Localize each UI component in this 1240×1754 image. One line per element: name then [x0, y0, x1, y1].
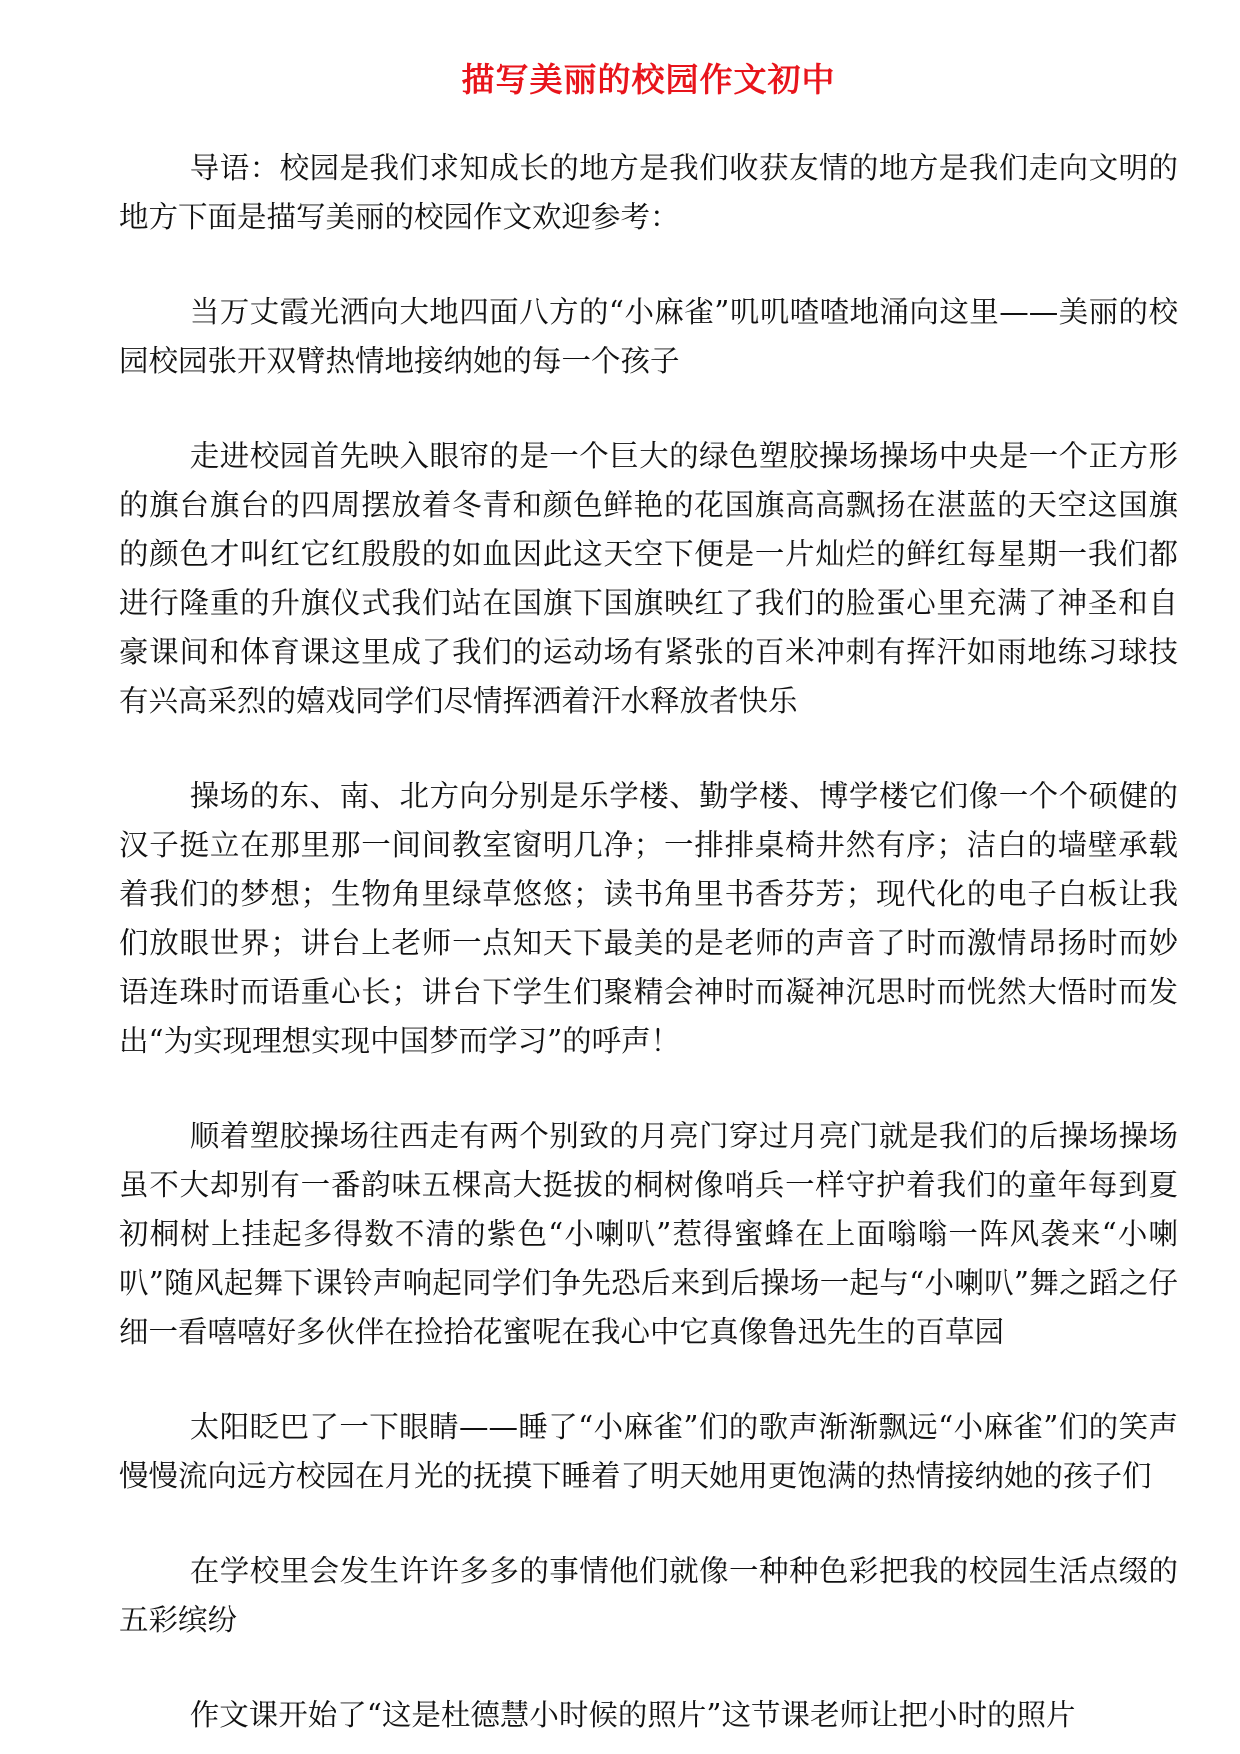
paragraph: 在学校里会发生许许多多的事情他们就像一种种色彩把我的校园生活点缀的五彩缤纷 [119, 1554, 1178, 1637]
paragraph: 走进校园首先映入眼帘的是一个巨大的绿色塑胶操场操场中央是一个正方形的旗台旗台的四周摆放着冬青和颜色鲜艳的花国旗高高飘扬在湛蓝的天空这国旗的颜色才叫红它红殷殷的如血因此这天空下便是一片灿烂的鲜红每星期一我们都进行隆重的升旗仪式我们站在国旗下国旗映红了我们的脸蛋心里充满了神圣和自豪课间和体育课这里成了我们的运动场有紧张的百米冲刺有挥汗如雨地练习球技有兴高采烈的嬉戏同学们尽情挥洒着汗水释放者快乐 [119, 439, 1178, 718]
paragraph: 当万丈霞光洒向大地四面八方的“小麻雀”叽叽喳喳地涌向这里——美丽的校园校园张开双臂热情地接纳她的每一个孩子 [119, 295, 1178, 378]
document-title: 描写美丽的校园作文初中 [461, 60, 836, 99]
paragraph: 操场的东、南、北方向分别是乐学楼、勤学楼、博学楼它们像一个个硕健的汉子挺立在那里那一间间教室窗明几净；一排排桌椅井然有序；洁白的墙壁承载着我们的梦想；生物角里绿草悠悠；读书角里书香芬芳；现代化的电子白板让我们放眼世界；讲台上老师一点知天下最美的是老师的声音了时而激情昂扬时而妙语连珠时而语重心长；讲台下学生们聚精会神时而凝神沉思时而恍然大悟时而发出“为实现理想实现中国梦而学习”的呼声！ [119, 779, 1178, 1058]
paragraph: 顺着塑胶操场往西走有两个别致的月亮门穿过月亮门就是我们的后操场操场虽不大却别有一番韵味五棵高大挺拔的桐树像哨兵一样守护着我们的童年每到夏初桐树上挂起多得数不清的紫色“小喇叭”惹得蜜蜂在上面嗡嗡一阵风袭来“小喇叭”随风起舞下课铃声响起同学们争先恐后来到后操场一起与“小喇叭”舞之蹈之仔细一看嘻嘻好多伙伴在捡拾花蜜呢在我心中它真像鲁迅先生的百草园 [119, 1119, 1178, 1349]
document-body [119, 144, 1178, 1740]
paragraph: 太阳眨巴了一下眼睛——睡了“小麻雀”们的歌声渐渐飘远“小麻雀”们的笑声慢慢流向远方校园在月光的抚摸下睡着了明天她用更饱满的热情接纳她的孩子们 [119, 1410, 1178, 1493]
paragraph: 作文课开始了“这是杜德慧小时候的照片”这节课老师让把小时的照片 [189, 1698, 1076, 1732]
paragraph: 导语：校园是我们求知成长的地方是我们收获友情的地方是我们走向文明的地方下面是描写美丽的校园作文欢迎参考： [119, 151, 1178, 234]
